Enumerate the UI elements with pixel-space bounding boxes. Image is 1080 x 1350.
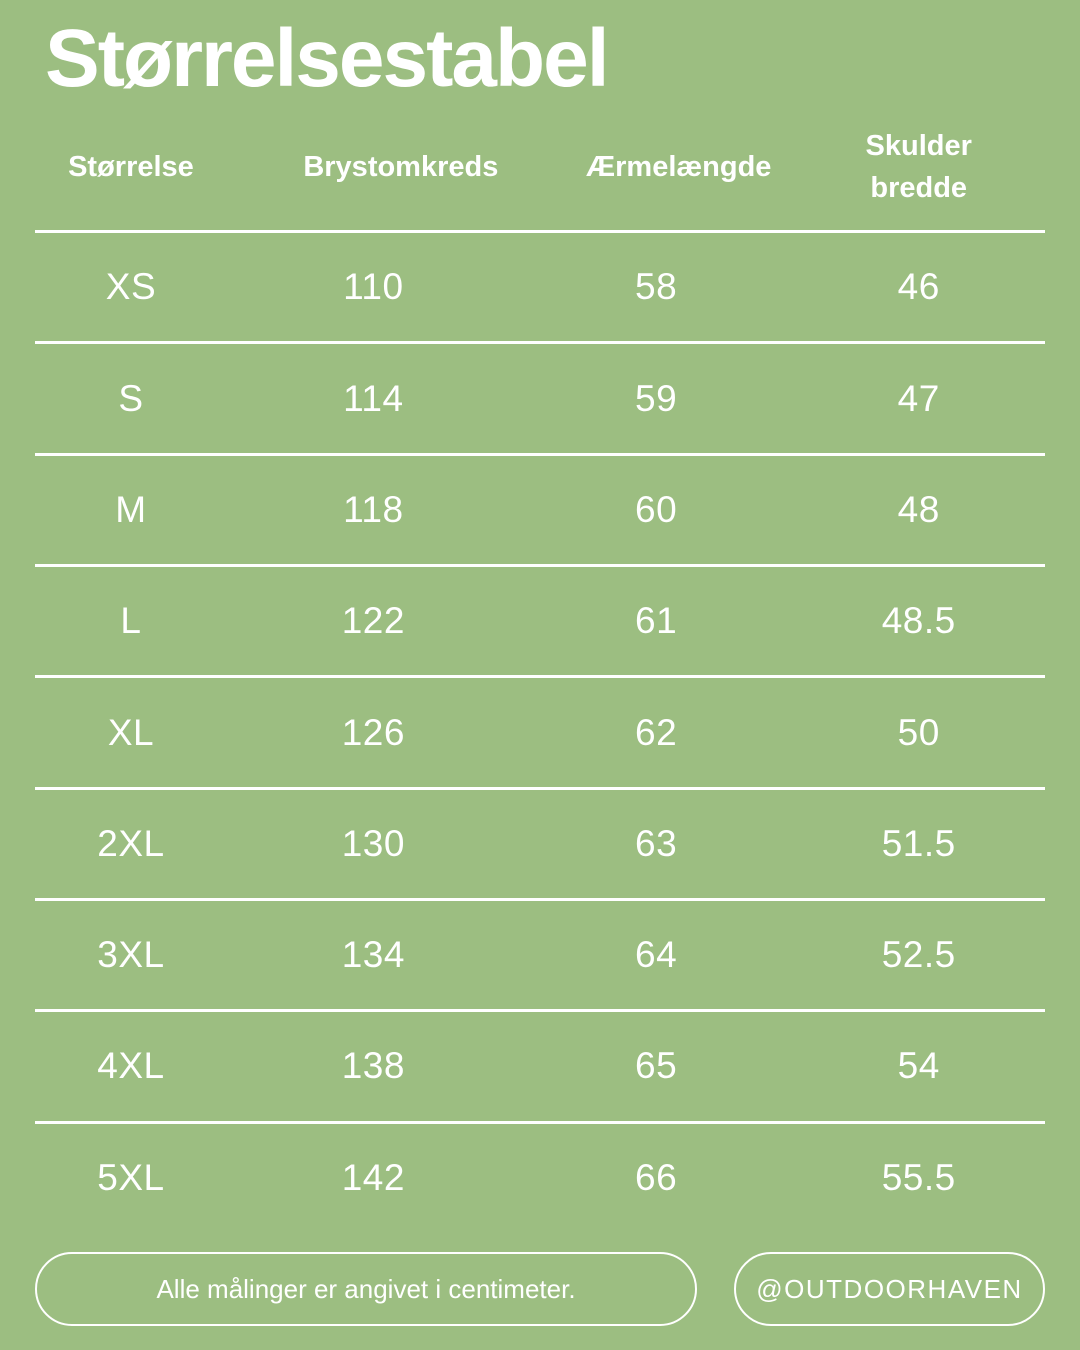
table-row — [35, 564, 1045, 675]
cell-size: 4XL — [97, 1045, 165, 1087]
column-header-size: Størrelse — [68, 151, 194, 184]
cell-sleeve: 60 — [635, 488, 678, 530]
cell-shoulder: 52.5 — [881, 934, 956, 976]
cell-size: 5XL — [97, 1156, 165, 1198]
cell-size: 2XL — [97, 822, 165, 864]
cell-size: S — [118, 377, 144, 419]
cell-shoulder: 54 — [897, 1045, 940, 1087]
table-row — [35, 453, 1045, 564]
column-header-sleeve: Ærmelængde — [586, 151, 772, 184]
size-table — [35, 104, 1045, 1232]
table-header-row — [35, 104, 1045, 230]
cell-sleeve: 65 — [635, 1045, 678, 1087]
cell-sleeve: 58 — [635, 266, 678, 308]
page-title: Størrelsestabel — [45, 13, 608, 104]
cell-chest: 138 — [341, 1045, 405, 1087]
cell-shoulder: 51.5 — [881, 822, 956, 864]
table-row — [35, 787, 1045, 898]
cell-sleeve: 64 — [635, 934, 678, 976]
cell-shoulder: 47 — [897, 377, 940, 419]
cell-sleeve: 59 — [635, 377, 678, 419]
table-row — [35, 898, 1045, 1009]
cell-chest: 114 — [343, 377, 404, 419]
cell-sleeve: 61 — [635, 600, 678, 642]
units-note-text: Alle målinger er angivet i centimeter. — [156, 1273, 576, 1304]
social-handle-badge — [734, 1252, 1045, 1326]
cell-chest: 130 — [341, 822, 405, 864]
cell-chest: 122 — [341, 600, 405, 642]
table-row — [35, 675, 1045, 786]
column-header-shoulder: Skulder bredde — [865, 130, 972, 205]
table-row — [35, 230, 1045, 341]
cell-shoulder: 50 — [897, 711, 940, 753]
table-body — [35, 230, 1045, 1232]
cell-sleeve: 63 — [635, 822, 678, 864]
cell-size: XS — [105, 266, 157, 308]
cell-chest: 142 — [341, 1156, 405, 1198]
cell-size: L — [120, 600, 142, 642]
cell-sleeve: 62 — [635, 711, 678, 753]
cell-chest: 110 — [343, 266, 404, 308]
social-handle-text: @OUTDOORHAVEN — [756, 1273, 1023, 1304]
table-row — [35, 1009, 1045, 1120]
cell-size: XL — [107, 711, 155, 753]
table-row — [35, 1121, 1045, 1232]
cell-size: M — [115, 488, 147, 530]
cell-chest: 134 — [341, 934, 405, 976]
cell-sleeve: 66 — [635, 1156, 678, 1198]
cell-shoulder: 55.5 — [881, 1156, 956, 1198]
cell-shoulder: 48.5 — [881, 600, 956, 642]
table-row — [35, 341, 1045, 452]
footer — [35, 1252, 1045, 1326]
units-note-badge — [35, 1252, 697, 1326]
cell-shoulder: 46 — [897, 266, 940, 308]
cell-size: 3XL — [97, 934, 165, 976]
column-header-chest: Brystomkreds — [303, 151, 499, 184]
cell-chest: 126 — [341, 711, 405, 753]
cell-shoulder: 48 — [897, 488, 940, 530]
cell-chest: 118 — [343, 488, 404, 530]
